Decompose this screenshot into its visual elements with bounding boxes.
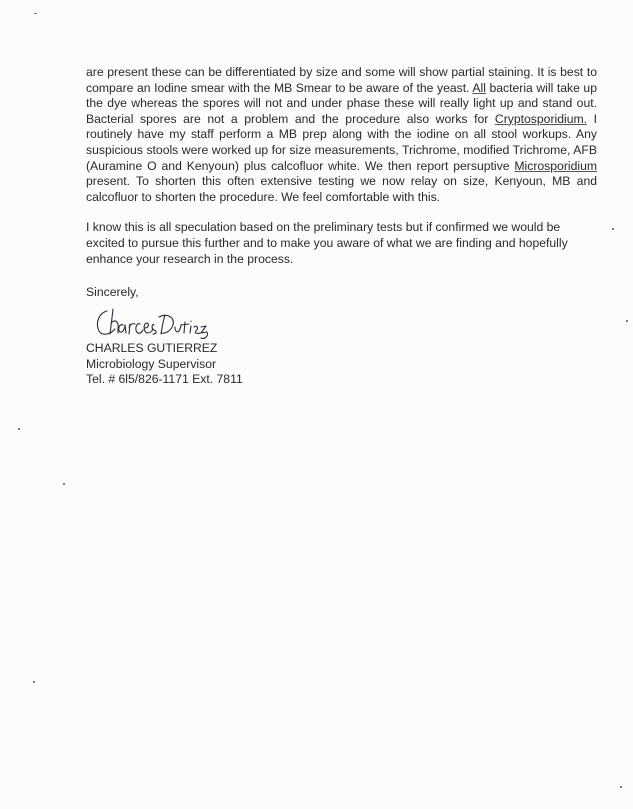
scan-speck [612,228,614,230]
signer-title: Microbiology Supervisor [86,356,217,371]
scan-speck [33,681,35,683]
closing-salutation: Sincerely, [86,285,139,299]
underlined-cryptosporidium: Cryptosporidium. [494,111,588,126]
paragraph-1-text-a: are present these can be differentiated by size and some will show partial staining. It is best to compare an Iodine smear with the MB Smear to be aware of the yeast. [86,65,597,95]
body-paragraph-2: I know this is all speculation based on the preliminary tests but if confirmed we would be excited to pursue this further and to make you aware of what we are finding and hopefully enhance your research in the process. [86,220,568,266]
underlined-microsporidium: Microsporidium [514,158,597,173]
scan-speck [34,13,37,14]
scan-speck [18,428,20,430]
handwritten-signature [93,303,213,343]
paragraph-1-text-c: I routinely have my staff perform a MB prep along with the iodine on all stool workups. Any suspicious stools were worked up for size measurements, Trichrome, modified Trichrome, AFB (Auramine O and Kenyoun) plus calcofluor white. We then report persuptive [86,111,597,173]
underlined-all: All [472,80,486,95]
signature-block [86,341,243,388]
paragraph-1-text-d: present. To shorten this often extensive testing we now relay on size, Kenyoun, MB and calcofluor to shorten the procedure. We feel comfortable with this. [86,174,597,204]
signer-name: CHARLES GUTIERREZ [86,341,218,355]
paragraph-1-text-b: bacteria will take up the dye whereas the spores will not and under phase these will really light up and stand out. Bacterial spores are not a problem and the procedure also works for [86,80,597,126]
letter-body [86,65,597,282]
signer-phone: Tel. # 6l5/826-1171 Ext. 7811 [86,372,243,386]
body-paragraph-1 [86,65,597,205]
scan-speck [626,320,628,322]
scan-speck [63,483,65,485]
scan-speck [620,786,622,788]
